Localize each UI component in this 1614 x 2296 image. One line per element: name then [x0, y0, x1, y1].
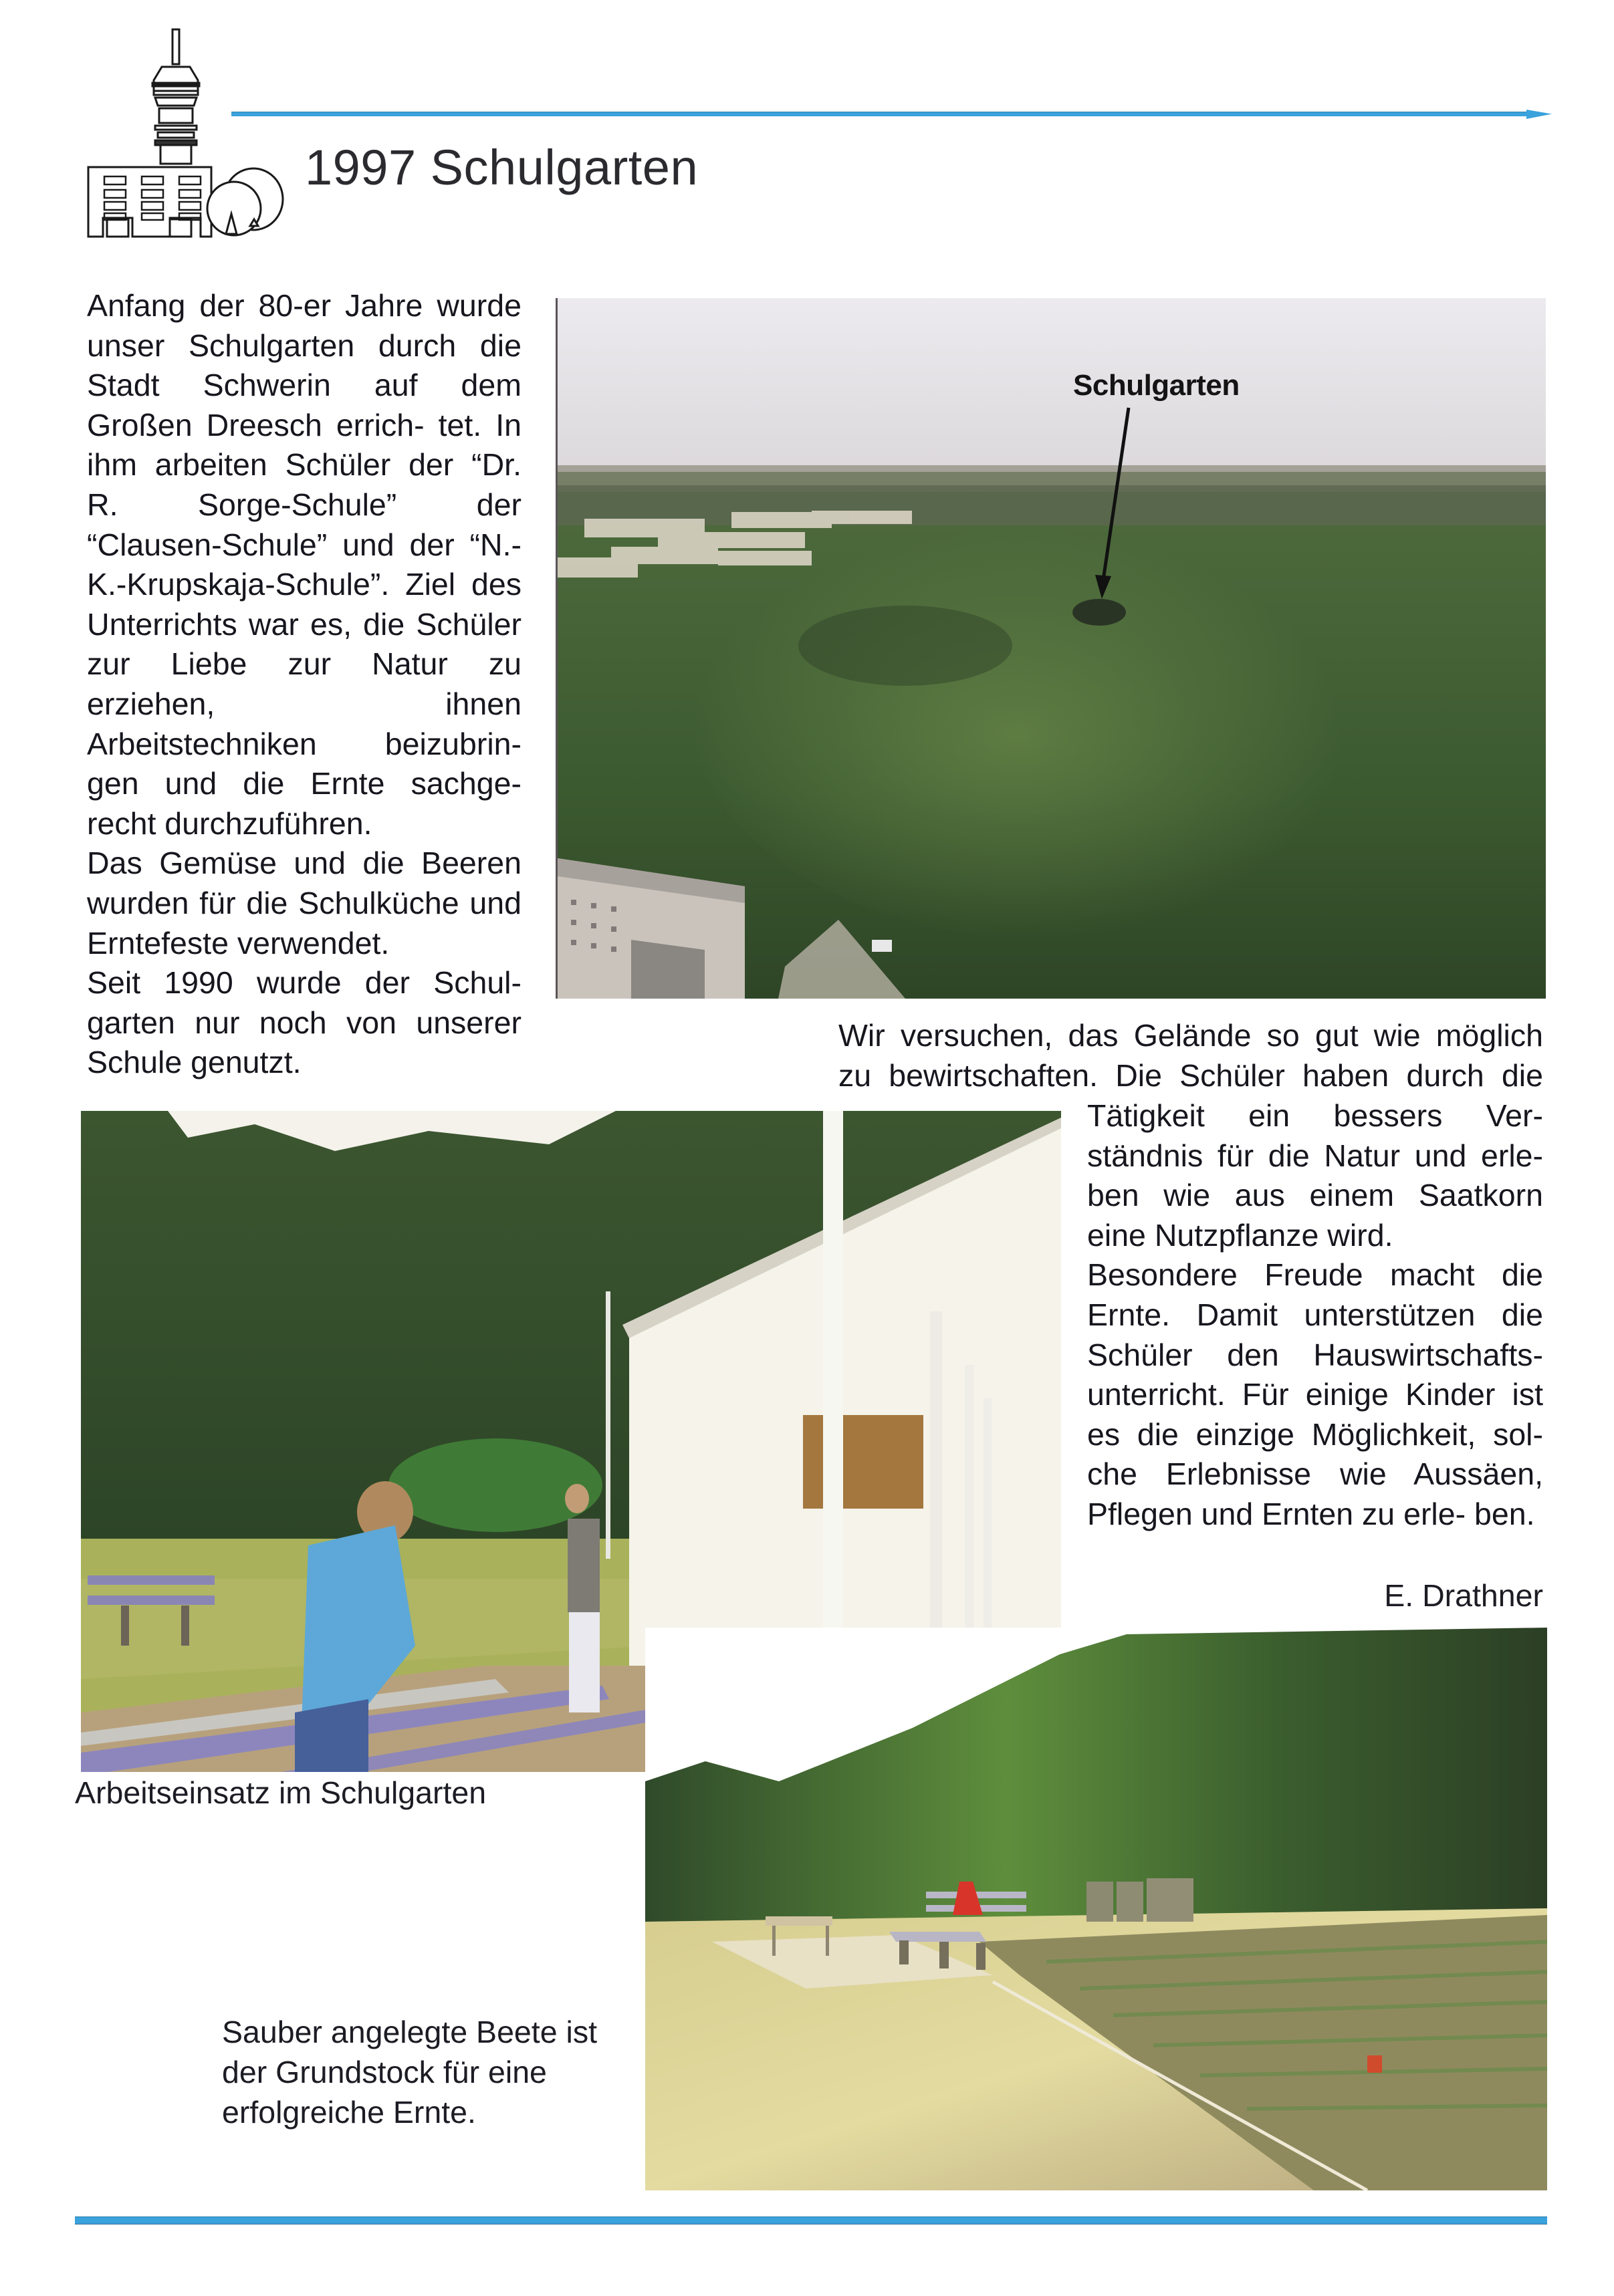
intro-paragraph: Seit 1990 wurde der Schul- garten nur noch von unserer Schule genutzt. — [87, 965, 522, 1080]
article-line: Wir versuchen, das Gelände so gut wie möglich — [838, 1018, 1543, 1053]
article-paragraph: Besondere Freude macht die Ernte. Damit unterstützen die Schüler den Hauswirtschafts- unterricht. Für einige Kinder ist es die einzige Möglichkeit, sol- che Erlebnisse wie Aussäen, Pflegen und Ernten zu erle- ben. — [1087, 1257, 1543, 1531]
intro-paragraph: Anfang der 80-er Jahre wurde unser Schulgarten durch die Stadt Schwerin auf dem Großen Dreesch errich- tet. In ihm arbeiten Schüler der “Dr. R. Sorge-Schule” der “Clausen-Schule” und der “N.-K.-Krupskaja-Schule”. Ziel des Unterrichts war es, die Schüler zur Liebe zur Natur zu erziehen, ihnen Arbeitstechniken beizubrin- gen und die Ernte sachge- recht durchzuführen. — [87, 288, 522, 841]
arrow-pointer-icon — [1070, 401, 1150, 602]
page-title: 1997 Schulgarten — [305, 140, 699, 195]
photo-aerial-forest — [556, 298, 1546, 999]
photo-garden-beds — [645, 1628, 1547, 2190]
caption-work-photo: Arbeitseinsatz im Schulgarten — [75, 1775, 487, 1810]
article-paragraph: Tätigkeit ein bessers Ver- ständnis für die Natur und erle- ben wie aus einem Saatkorn eine Nutzpflanze wird. — [1087, 1098, 1543, 1253]
article-lead-lines — [838, 1016, 1543, 1096]
caption-line: erfolgreiche Ernte. — [222, 2095, 476, 2130]
article-line: zu bewirtschaften. Die Schüler haben durch die — [838, 1057, 1543, 1093]
aerial-photo-label: Schulgarten — [1073, 369, 1240, 402]
intro-paragraph: Das Gemüse und die Beeren wurden für die Schulküche und Erntefeste verwendet. — [87, 846, 522, 961]
caption-garden-photo — [222, 2012, 597, 2132]
school-logo-icon — [83, 24, 290, 238]
footer-rule — [75, 2216, 1547, 2224]
caption-line: Sauber angelegte Beete ist — [222, 2015, 597, 2049]
intro-text — [87, 286, 522, 1083]
author-name: E. Drathner — [1384, 1578, 1543, 1613]
article-body — [1087, 1096, 1543, 1535]
header-rule-arrow — [231, 110, 1552, 119]
caption-line: der Grundstock für eine — [222, 2055, 547, 2089]
